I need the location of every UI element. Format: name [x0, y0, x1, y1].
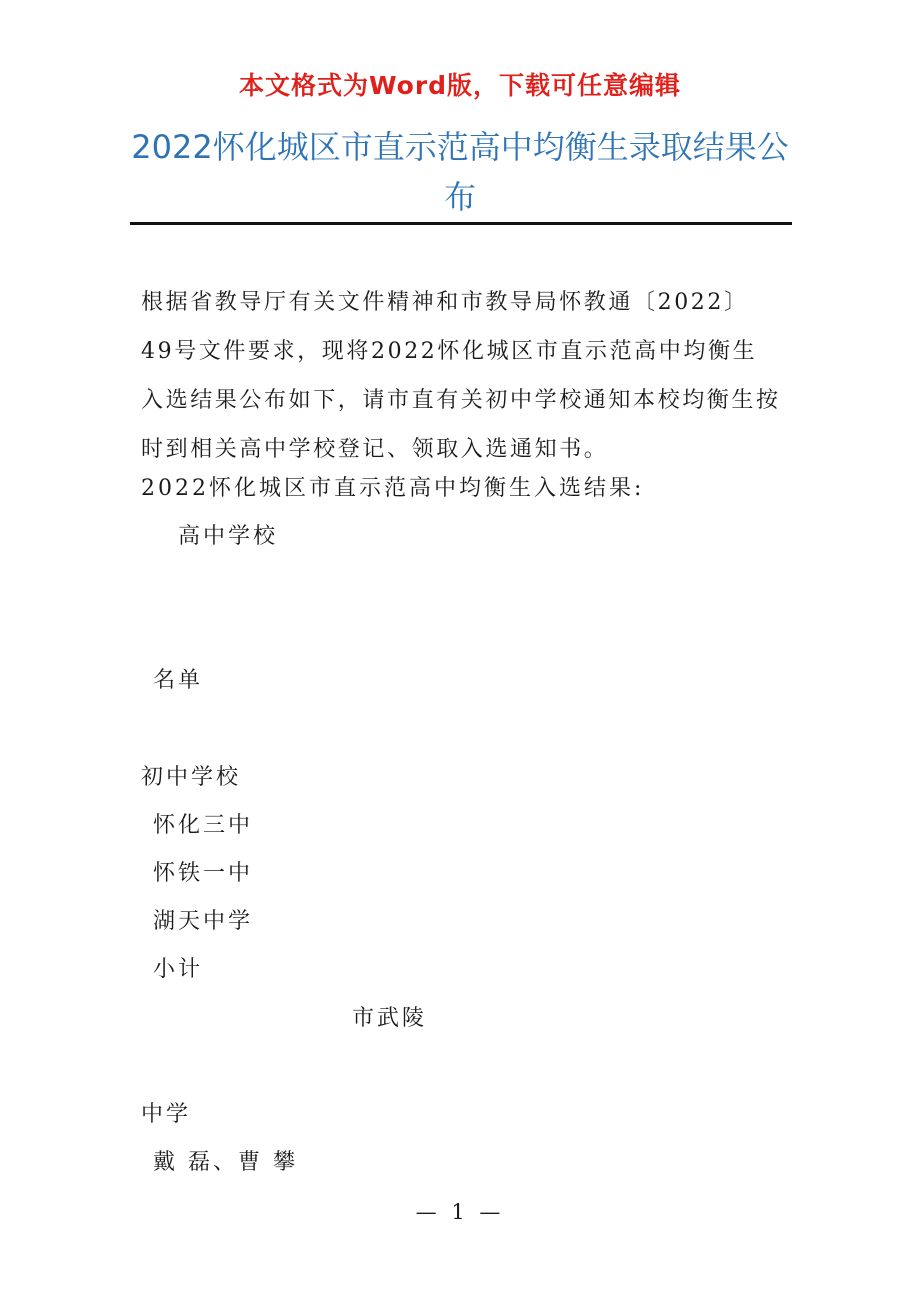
- result-heading: 2022怀化城区市直示范高中均衡生入选结果:: [141, 476, 645, 501]
- school-item: 湖天中学: [153, 909, 254, 934]
- school-zhongxue: 中学: [141, 1102, 192, 1127]
- school-item: 怀化三中: [153, 813, 254, 838]
- student-names: 戴 磊、曹 攀: [153, 1150, 298, 1175]
- column-list: 名单: [153, 668, 204, 693]
- column-middle-school: 初中学校: [141, 765, 242, 790]
- intro-paragraph: 根据省教导厅有关文件精神和市教导局怀教通〔2022〕49号文件要求，现将2022怀化城区市直示范高中均衡生入选结果公布如下，请市直有关初中学校通知本校均衡生按时到相关高中学校登记、领取入选通知书。: [141, 290, 781, 462]
- document-title: 2022怀化城区市直示范高中均衡生录取结果公布: [131, 128, 789, 216]
- school-wuling: 市武陵: [352, 1006, 428, 1031]
- title-divider: [130, 222, 792, 225]
- school-item: 怀铁一中: [153, 861, 254, 886]
- page-number: — 1 —: [415, 1200, 505, 1224]
- column-high-school: 高中学校: [178, 524, 279, 549]
- download-notice: 本文格式为Word版，下载可任意编辑: [238, 71, 682, 100]
- subtotal-label: 小计: [153, 957, 204, 982]
